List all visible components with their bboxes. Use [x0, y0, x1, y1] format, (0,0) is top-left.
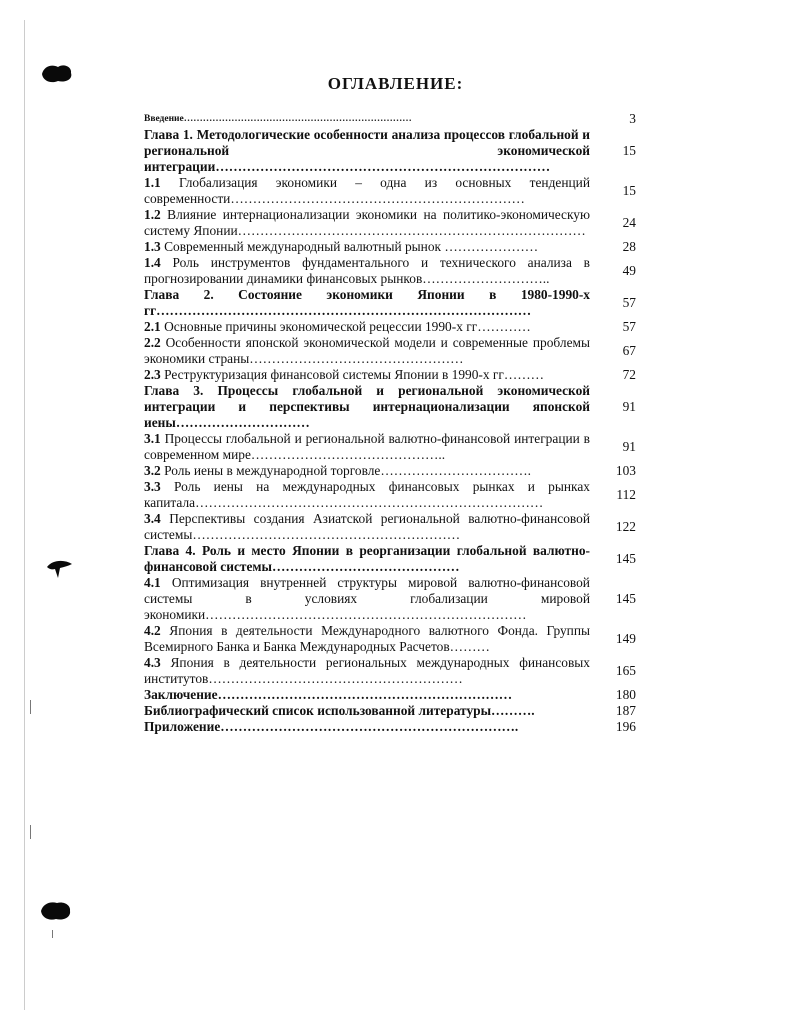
- toc-entry-title: Роль иены в международной торговле…………………………….: [164, 463, 531, 478]
- toc-entry-page: 24: [622, 215, 636, 230]
- toc-entry-page: 145: [615, 551, 636, 566]
- toc-entry-text: [144, 575, 590, 623]
- toc-entry-title: Япония в деятельности региональных международных финансовых институтов…………………………………………………: [144, 655, 590, 686]
- toc-entry-title: Роль инструментов фундаментального и технического анализа в прогнозировании динамики финансовых рынков………………………..: [144, 255, 591, 286]
- toc-entry-text: [144, 239, 590, 255]
- toc-entry-title: Основные причины экономической рецессии 1990-х гг…………: [164, 319, 531, 334]
- toc-entry-text: [144, 687, 590, 703]
- toc-entry-text: [144, 479, 590, 511]
- toc-entry-title: Роль иены на международных финансовых рынках и рынках капитала……………………………………………………………………: [144, 479, 590, 510]
- toc-entry-text: [144, 543, 590, 575]
- toc-entry-page: 149: [615, 631, 636, 646]
- toc-entry-page: 57: [622, 295, 636, 310]
- toc-entry: [144, 655, 650, 687]
- toc-entry-title: Библиографический список использованной литературы……….: [144, 703, 535, 718]
- toc-entry-text: [144, 383, 590, 431]
- scan-mark: [30, 825, 31, 839]
- toc-entry-text: [144, 175, 590, 207]
- toc-entry: [144, 255, 650, 287]
- toc-entry-page: 112: [616, 487, 636, 502]
- toc-entry-page: 122: [615, 519, 636, 534]
- toc-entry: [144, 367, 650, 383]
- toc-entry-title: Приложение………………………………………………………….: [144, 719, 519, 734]
- toc-entry: [144, 479, 650, 511]
- toc-entry-number: 1.1: [144, 175, 161, 190]
- toc-entry-text: [144, 703, 590, 719]
- toc-entry: [144, 543, 650, 575]
- toc-entry-title: Глава 2. Состояние экономики Японии в 1980-1990-х гг…………………………………………………………………………: [144, 287, 590, 318]
- toc-entry: [144, 319, 650, 335]
- toc-entry-number: 4.3: [144, 655, 161, 670]
- toc-entry-page: 165: [615, 663, 636, 678]
- scan-mark: [30, 700, 31, 714]
- toc-entry-page: 91: [622, 399, 636, 414]
- toc-entry-page: 187: [615, 703, 636, 718]
- toc-entry-title: Япония в деятельности Международного валютного Фонда. Группы Всемирного Банка и Банка Международных Расчетов………: [144, 623, 590, 654]
- toc-entry-number: 1.3: [144, 239, 161, 254]
- toc-entry-title: Глава 4. Роль и место Японии в реорганизации глобальной валютно-финансовой системы……………………………………: [144, 543, 590, 574]
- toc-entry-text: [144, 127, 590, 175]
- toc-entry-title: Влияние интернационализации экономики на политико-экономическую систему Японии……………………………………………………………………: [144, 207, 590, 238]
- toc-entry-number: 3.3: [144, 479, 161, 494]
- toc-entry: [144, 575, 650, 623]
- toc-entry-text: [144, 623, 590, 655]
- toc-entry-text: [144, 207, 590, 239]
- toc-entry-title: Глобализация экономики – одна из основных тенденций современности…………………………………………………………: [144, 175, 590, 206]
- toc-entry-number: 3.2: [144, 463, 161, 478]
- toc-entry-number: 2.3: [144, 367, 161, 382]
- toc-entry-text: [144, 367, 590, 383]
- toc-entry: [144, 335, 650, 367]
- scan-mark: [52, 930, 53, 938]
- toc-entry-page: 15: [622, 143, 636, 158]
- toc-entry: [144, 431, 650, 463]
- toc-entry: [144, 207, 650, 239]
- toc-entry: [144, 463, 650, 479]
- toc-entry-page: 180: [615, 687, 636, 702]
- toc-entry: [144, 623, 650, 655]
- toc-entry-page: 3: [629, 111, 636, 126]
- toc-entry-title: Особенности японской экономической модели и современные проблемы экономики страны…………………………………………: [144, 335, 590, 366]
- toc-entry-text: [144, 319, 590, 335]
- toc-entry-title: Заключение…………………………………………………………: [144, 687, 513, 702]
- toc-entry: [144, 239, 650, 255]
- toc-entry-number: 4.1: [144, 575, 161, 590]
- toc-entry-number: 1.2: [144, 207, 161, 222]
- scan-edge-line: [24, 20, 25, 1010]
- toc-entry-page: 15: [622, 183, 636, 198]
- toc-entry-title: Процессы глобальной и региональной валютно-финансовой интеграции в современном мире……………………………………..: [144, 431, 590, 462]
- toc-entry-title: Перспективы создания Азиатской региональной валютно-финансовой системы……………………………………………………: [144, 511, 590, 542]
- toc-entry-text: [144, 255, 590, 287]
- toc-entry-number: 4.2: [144, 623, 161, 638]
- toc-entry: [144, 719, 650, 735]
- toc-entry-page: 57: [622, 319, 636, 334]
- toc-entry-title: Оптимизация внутренней структуры мировой валютно-финансовой системы в условиях глобализации мировой экономики………………………………………………………………: [144, 575, 590, 622]
- toc-entry-title: Реструктуризация финансовой системы Японии в 1990-х гг………: [164, 367, 545, 382]
- toc-entry-page: 145: [615, 591, 636, 606]
- toc-entry-text: [144, 463, 590, 479]
- toc-entry-text: [144, 511, 590, 543]
- toc-entry: [144, 383, 650, 431]
- toc-entry-text: [144, 655, 590, 687]
- toc-entry: [144, 127, 650, 175]
- toc-entry-page: 91: [622, 439, 636, 454]
- toc-entry-text: [144, 112, 590, 126]
- toc-entry-text: [144, 431, 590, 463]
- toc-entry-page: 72: [622, 367, 636, 382]
- toc-entry-number: 3.1: [144, 431, 161, 446]
- toc-entry-title: Современный международный валютный рынок …………………: [164, 239, 539, 254]
- page-title: ОГЛАВЛЕНИЕ:: [327, 74, 464, 93]
- toc-entry-number: 3.4: [144, 511, 161, 526]
- toc-entry-page: 67: [622, 343, 636, 358]
- toc-entry-number: 1.4: [144, 255, 161, 270]
- toc-entry-text: [144, 335, 590, 367]
- toc-entry-page: 196: [615, 719, 636, 734]
- toc-entry-text: [144, 287, 590, 319]
- toc-entry-title: Глава 3. Процессы глобальной и региональной экономической интеграции и перспективы интернационализации японской иены…………………………: [144, 383, 590, 430]
- toc-entry: [144, 111, 650, 127]
- toc-entry-title: Введение………………………………………………………………: [144, 114, 412, 124]
- toc-entry: [144, 703, 650, 719]
- toc-entry-text: [144, 719, 590, 735]
- toc-entry-page: 103: [615, 463, 636, 478]
- toc-entry-page: 28: [622, 239, 636, 254]
- toc-entry-page: 49: [622, 263, 636, 278]
- toc-entry: [144, 687, 650, 703]
- table-of-contents: [144, 111, 650, 735]
- toc-entry: [144, 175, 650, 207]
- toc-entry: [144, 511, 650, 543]
- toc-entry: [144, 287, 650, 319]
- toc-entry-number: 2.1: [144, 319, 161, 334]
- ink-blot-bottom: [40, 900, 72, 922]
- ink-blot-middle: [46, 558, 74, 580]
- toc-entry-title: Глава 1. Методологические особенности анализа процессов глобальной и региональной экономической интеграции…………………………………………………………………: [144, 127, 590, 174]
- toc-entry-number: 2.2: [144, 335, 161, 350]
